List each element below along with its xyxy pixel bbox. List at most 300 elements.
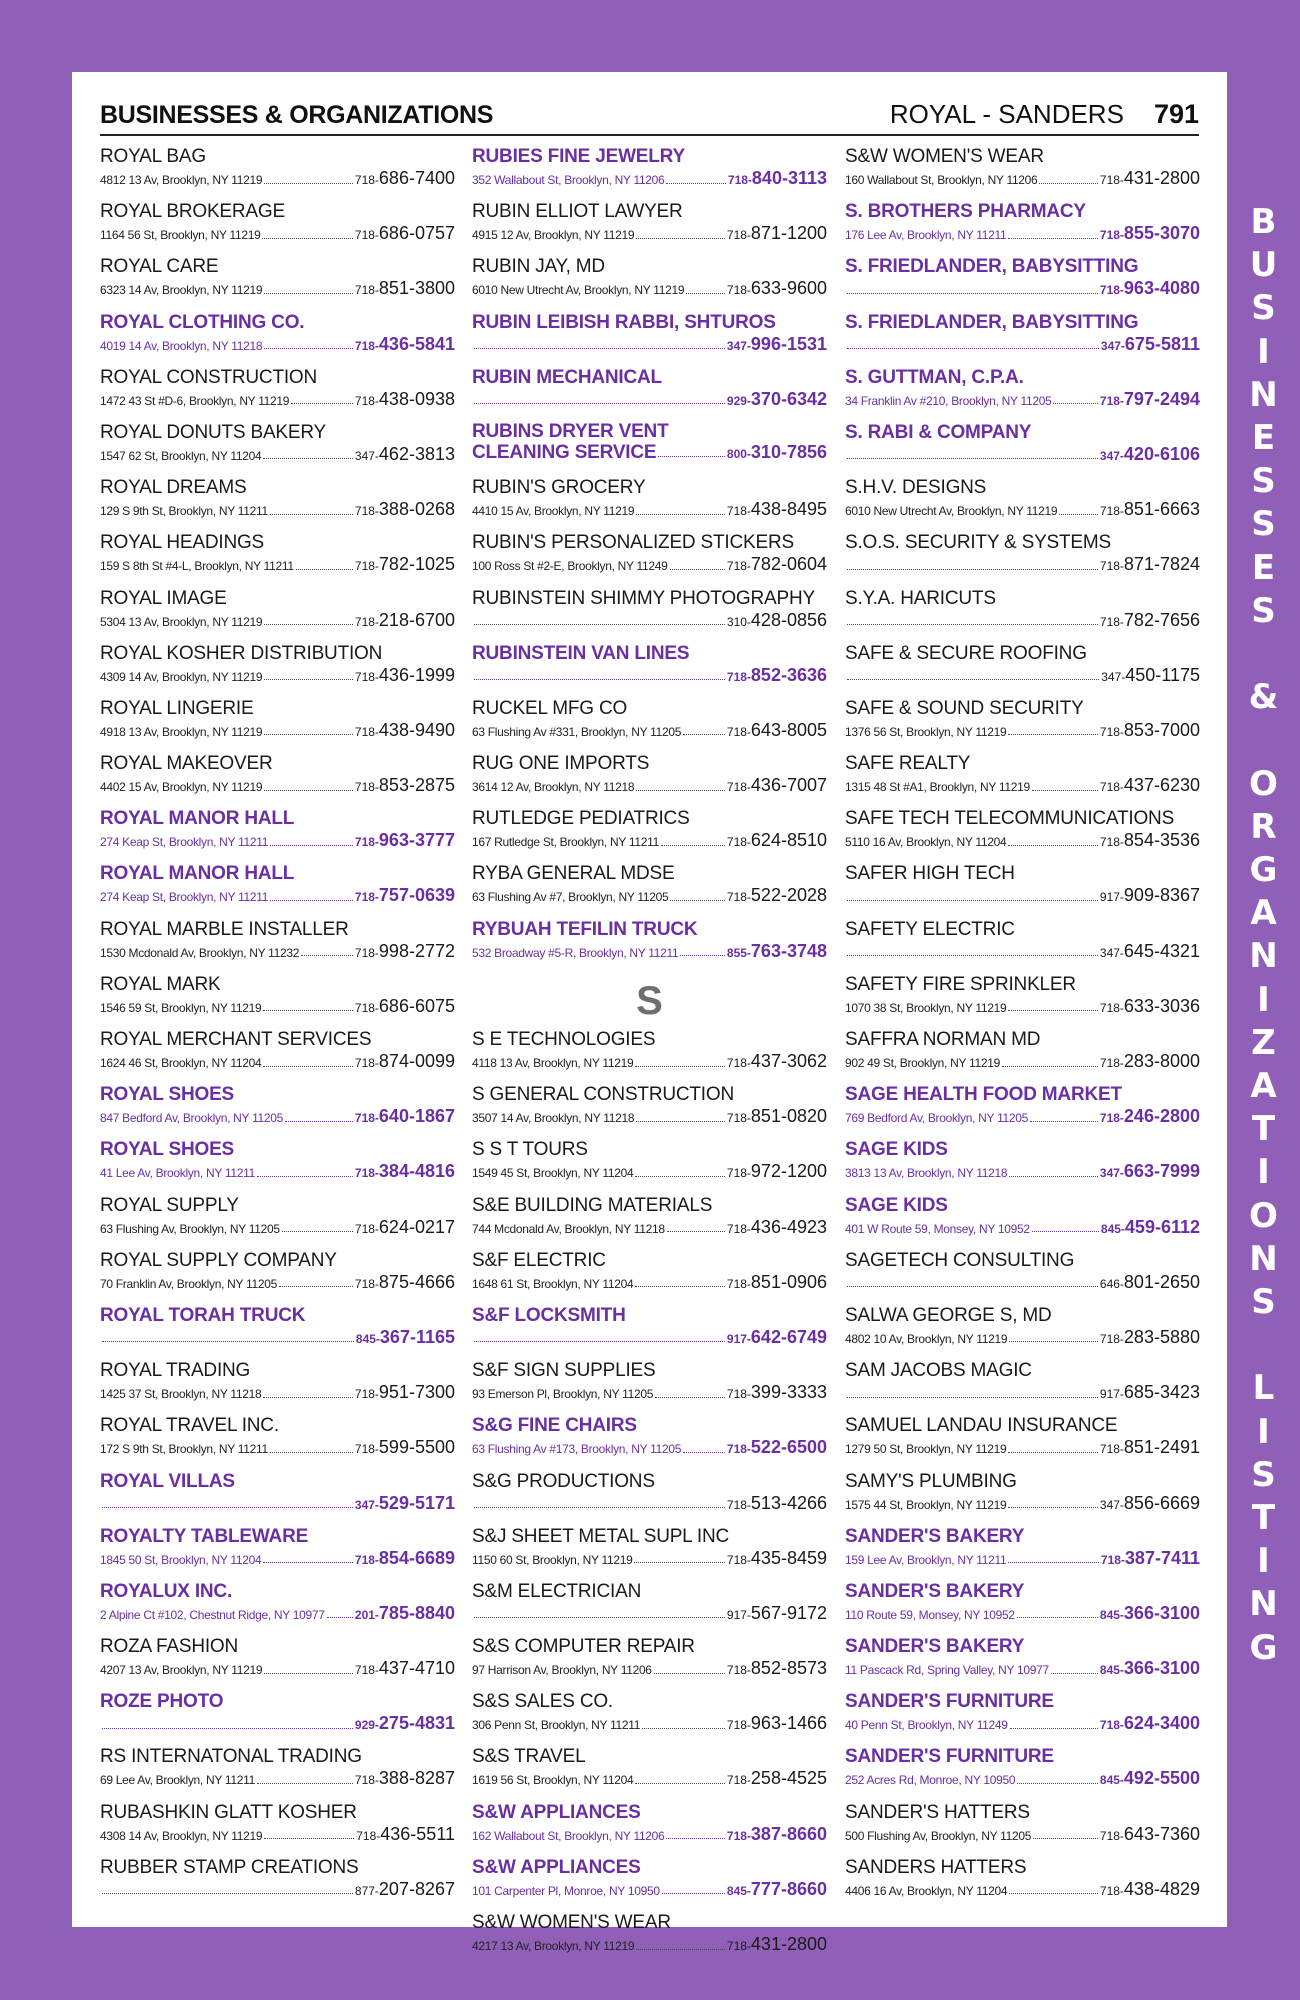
phone-number: 438-9490 [378,719,455,740]
dot-leader [634,1562,724,1563]
listing-phone [355,610,455,632]
listing-detail-line [100,1493,455,1515]
sidebar-letter: N [1249,1238,1278,1279]
dot-leader [102,1728,353,1729]
dot-leader [263,1010,353,1011]
area-code: 718- [354,1442,379,1457]
listing-detail-line [100,223,455,245]
listing-phone [727,1879,827,1901]
area-code: 718- [726,1442,751,1457]
listing-phone [1100,1437,1200,1459]
listing-entry [100,256,455,311]
area-code: 718- [354,1056,379,1070]
listing-detail-line [472,1493,827,1515]
phone-number: 459-6112 [1124,1216,1200,1237]
listing-entry [100,201,455,256]
dot-leader [263,1397,353,1398]
phone-number: 785-8840 [378,1602,455,1623]
alpha-range: ROYAL - SANDERS [889,99,1124,129]
sidebar-letter: N [1249,374,1278,415]
sidebar-letter [1227,1325,1300,1365]
listing-entry [845,201,1200,256]
area-code: 718- [354,1166,379,1181]
sidebar-letter: S [1251,1454,1276,1495]
dot-leader [270,514,353,515]
phone-number: 529-5171 [378,1492,455,1513]
listing-entry [472,1195,827,1250]
dot-leader [270,900,353,901]
listing-detail-line [845,1382,1200,1404]
listing-detail-line [472,665,827,687]
listing-name: ROYAL LINGERIE [100,697,254,719]
listing-phone [727,278,827,300]
area-code: 718- [1099,228,1124,243]
listing-detail-line [845,941,1200,963]
letter-divider: S [636,978,663,1023]
phone-number: 218-6700 [378,609,455,630]
phone-number: 437-6230 [1123,775,1200,796]
header-right [890,99,1199,130]
listing-name: RUCKEL MFG CO [472,697,628,719]
area-code: 718- [726,283,751,298]
listing-name: S&S COMPUTER REPAIR [472,1636,695,1658]
listing-entry [100,367,455,422]
listing-name: RUBINSTEIN VAN LINES [472,642,690,664]
listing-entry [472,312,827,367]
listing-name: SAM JACOBS MAGIC [845,1360,1032,1382]
listing-name: SAGETECH CONSULTING [845,1249,1075,1271]
listing-address: 5110 16 Av, Brooklyn, NY 11204 [845,835,1007,850]
listing-name: RUBINSTEIN SHIMMY PHOTOGRAPHY [472,587,815,609]
listing-detail-line [100,499,455,521]
phone-number: 675-5811 [1124,333,1200,354]
area-code: 845- [1099,1663,1124,1678]
dot-leader [102,1507,353,1508]
listing-entry [100,1581,455,1636]
listing-phone [727,1051,827,1073]
listing-address: 3813 13 Av, Brooklyn, NY 11218 [845,1166,1008,1181]
phone-number: 963-1466 [750,1713,827,1734]
listing-detail-line [845,1713,1200,1735]
area-code: 917- [1099,1387,1124,1402]
listing-address: 69 Lee Av, Brooklyn, NY 11211 [100,1773,255,1788]
sidebar-letter: S [1251,461,1276,502]
phone-number: 963-4080 [1123,278,1200,299]
phone-number: 522-6500 [750,1437,827,1458]
listing-address: 306 Penn St, Brooklyn, NY 11211 [472,1718,641,1733]
listing-column-3 [845,146,1200,1912]
listing-address: 5304 13 Av, Brooklyn, NY 11219 [100,614,263,629]
dot-leader [666,183,725,184]
listing-name: S&J SHEET METAL SUPL INC [472,1525,730,1547]
listing-name: RUBBER STAMP CREATIONS [100,1856,359,1878]
area-code: 718- [726,890,751,905]
area-code: 718- [727,173,752,187]
sidebar-letter: I [1257,1411,1270,1452]
phone-number: 435-8459 [750,1547,827,1568]
phone-number: 436-1999 [378,664,455,685]
area-code: 718- [1099,614,1124,629]
dot-leader [1002,1066,1098,1067]
listing-entry [100,1029,455,1084]
sidebar-letter: S [1251,504,1276,545]
listing-entry [472,1802,827,1857]
dot-leader [1051,1673,1098,1674]
sidebar-letter: A [1250,893,1277,934]
listing-name: S&W WOMEN'S WEAR [845,146,1044,167]
area-code: 917- [1099,890,1124,905]
listing-entry [100,1139,455,1194]
dot-leader [102,1341,354,1342]
listing-phone [727,499,827,521]
phone-number: 388-8287 [378,1768,455,1789]
phone-number: 852-3636 [750,664,827,685]
phone-number: 851-0820 [750,1106,827,1127]
dot-leader [1009,1176,1098,1177]
listing-entry [845,698,1200,753]
listing-detail-line [845,1217,1200,1239]
listing-phone [727,334,827,356]
phone-number: 663-7999 [1123,1161,1200,1182]
sidebar-letter [1227,634,1300,674]
listing-entry [472,1084,827,1139]
dot-leader [636,1121,725,1122]
listing-address: 1648 61 St, Brooklyn, NY 11204 [472,1276,634,1291]
area-code: 718- [726,1221,751,1236]
phone-number: 370-6342 [750,388,827,409]
listing-phone [727,1106,827,1128]
area-code: 718- [354,835,379,850]
dot-leader [635,1783,725,1784]
listing-entry [472,919,827,974]
listing-name: ROYAL SHOES [100,1139,235,1161]
phone-number: 420-6106 [1123,443,1200,464]
listing-detail-line [845,885,1200,907]
listing-name: ROYAL VILLAS [100,1470,235,1492]
dot-leader [662,1893,725,1894]
sidebar-letter: U [1249,245,1278,286]
listing-name: S&W WOMEN'S WEAR [472,1912,671,1933]
sidebar-letter: O [1249,1195,1278,1236]
listing-name: RYBUAH TEFILIN TRUCK [472,918,698,940]
listing-detail-line [472,334,827,356]
listing-entry [472,532,827,587]
listing-phone [355,444,455,466]
listing-detail-line [845,775,1200,797]
listing-address: 274 Keap St, Brooklyn, NY 11211 [100,890,269,905]
dot-leader [1053,403,1097,404]
listing-address: 1530 Mcdonald Av, Brooklyn, NY 11232 [100,945,300,960]
area-code: 718- [354,1000,379,1015]
listing-phone [1100,941,1200,963]
listing-entry [100,1415,455,1470]
listing-detail-line [845,1603,1200,1625]
phone-number: 462-3813 [378,443,455,464]
listing-name: SANDER'S FURNITURE [845,1746,1054,1768]
dot-leader [847,1397,1098,1398]
sidebar-letter [1227,720,1300,760]
area-code: 718- [726,228,751,243]
dot-leader [667,1231,725,1232]
dot-leader [847,900,1098,901]
listing-name: SAFE & SECURE ROOFING [845,642,1087,664]
listing-address: 34 Franklin Av #210, Brooklyn, NY 11205 [845,393,1052,408]
area-code: 718- [354,504,379,519]
listing-detail-line [845,665,1200,687]
listing-name: S. FRIEDLANDER, BABYSITTING [845,311,1139,333]
dot-leader [264,624,353,625]
listing-name: ROYAL HEADINGS [100,532,265,554]
listing-phone [727,1603,827,1625]
listing-detail-line [472,1051,827,1073]
listing-detail-line [472,720,827,742]
dot-leader [683,734,725,735]
phone-number: 310-7856 [750,441,827,462]
listing-address: 3614 12 Av, Brooklyn, NY 11218 [472,780,635,795]
sidebar-letter: G [1249,850,1278,890]
area-code: 718- [1099,780,1124,795]
listing-detail-line [845,1548,1200,1570]
listing-detail-line [100,830,455,852]
area-code: 347- [354,1497,379,1512]
listing-detail-line [472,168,827,190]
listing-name: ROYAL MARK [100,973,221,995]
listing-phone [1101,334,1200,356]
area-code: 718- [726,559,751,574]
listing-detail-line [100,941,455,963]
listing-entry [472,863,827,918]
listing-entry [100,312,455,367]
area-code: 718- [354,228,379,243]
listing-entry [472,367,827,422]
listing-name: S. GUTTMAN, C.P.A. [845,366,1024,388]
listing-phone [727,1934,827,1956]
listing-entry [472,477,827,532]
dot-leader [257,1176,353,1177]
phone-number: 854-3536 [1123,830,1200,851]
listing-address: 40 Penn St, Brooklyn, NY 11249 [845,1718,1008,1733]
listing-address: 167 Rutledge St, Brooklyn, NY 11211 [472,835,659,850]
listing-entry [472,146,827,201]
listing-address: 4410 15 Av, Brooklyn, NY 11219 [472,504,635,519]
listing-detail-line [845,168,1200,190]
listing-name: ROYAL TORAH TRUCK [100,1304,306,1326]
listing-phone [355,1768,455,1790]
listing-entry [845,588,1200,643]
dot-leader [658,456,725,457]
listing-address: 1279 50 St, Brooklyn, NY 11219 [845,1442,1007,1457]
dot-leader [654,1673,725,1674]
phone-number: 854-6689 [378,1547,455,1568]
phone-number: 840-3113 [751,168,827,188]
area-code: 718- [726,669,751,684]
listing-detail-line [845,223,1200,245]
area-code: 718- [726,1276,751,1291]
area-code: 718- [354,1552,379,1567]
listing-name: ROYAL SUPPLY [100,1194,239,1216]
area-code: 718- [1099,504,1124,519]
listing-name: S&S SALES CO. [472,1691,614,1713]
listing-name: S.H.V. DESIGNS [845,477,987,499]
area-code: 718- [726,1166,751,1181]
phone-number: 283-5880 [1123,1326,1200,1347]
area-code: 718- [726,780,751,795]
listing-phone [355,941,455,963]
listing-address: 101 Carpenter Pl, Monroe, NY 10950 [472,1883,660,1898]
listing-address: 4207 13 Av, Brooklyn, NY 11219 [100,1663,263,1678]
listing-detail-line [472,1217,827,1239]
dot-leader [264,1838,354,1839]
listing-detail-line [472,1161,827,1183]
sidebar-letter: S [1251,1282,1276,1322]
listing-entry [472,1746,827,1801]
phone-number: 633-3036 [1123,995,1200,1016]
listing-entry [845,753,1200,808]
listing-detail-line [100,1217,455,1239]
listing-address: 744 Mcdonald Av, Brooklyn, NY 11218 [472,1221,665,1236]
sidebar-letter: G [1249,1627,1278,1668]
phone-number: 436-5511 [380,1823,455,1844]
dot-leader [1008,1010,1098,1011]
listing-phone [355,720,455,742]
listing-address: 63 Flushing Av, Brooklyn, NY 11205 [100,1221,280,1236]
listing-address: 1425 37 St, Brooklyn, NY 11218 [100,1387,262,1402]
listing-phone [1100,444,1200,466]
listing-address: 63 Flushing Av #331, Brooklyn, NY 11205 [472,724,682,739]
dot-leader [264,1673,353,1674]
phone-number: 624-0217 [378,1216,455,1237]
phone-number: 853-2875 [378,775,455,796]
listing-address: 847 Bedford Av, Brooklyn, NY 11205 [100,1111,284,1126]
listing-entry [472,643,827,698]
listing-entry [845,1526,1200,1581]
dot-leader [270,845,353,846]
listing-name: SAMY'S PLUMBING [845,1470,1017,1492]
dot-leader [1009,1893,1098,1894]
listing-address: 4217 13 Av, Brooklyn, NY 11219 [472,1939,635,1953]
listing-name: ROYAL MARBLE INSTALLER [100,918,349,940]
area-code: 845- [1100,1221,1125,1236]
listing-entry [845,1471,1200,1526]
listing-address: 1376 56 St, Brooklyn, NY 11219 [845,724,1007,739]
listing-name: ROYAL BROKERAGE [100,201,285,223]
phone-number: 642-6749 [750,1326,827,1347]
dot-leader [264,734,353,735]
listing-name: S&S TRAVEL [472,1746,586,1768]
listing-address: 1472 43 St #D-6, Brooklyn, NY 11219 [100,393,290,408]
listing-detail-line [100,720,455,742]
listing-entry [100,643,455,698]
area-code: 718- [354,283,379,298]
listing-phone [355,1051,455,1073]
listing-entry [100,698,455,753]
listing-entry [472,1912,827,1967]
listing-address: 4915 12 Av, Brooklyn, NY 11219 [472,228,635,243]
listing-address: 1624 46 St, Brooklyn, NY 11204 [100,1056,262,1070]
area-code: 845- [726,1883,751,1898]
listing-name: S&E BUILDING MATERIALS [472,1194,713,1216]
listing-entry [100,1526,455,1581]
sidebar-vertical-label [1227,72,1300,1927]
listing-detail-line [845,1824,1200,1846]
listing-name: RUBIN ELLIOT LAWYER [472,201,683,223]
area-code: 845- [355,1331,380,1346]
listing-name: RUBIN LEIBISH RABBI, SHTUROS [472,311,776,333]
listing-entry [100,532,455,587]
listing-detail-line [472,554,827,576]
dot-leader [847,348,1099,349]
phone-number: 436-5841 [378,333,455,354]
phone-number: 492-5500 [1123,1768,1200,1789]
listing-name: RS INTERNATONAL TRADING [100,1746,362,1768]
listing-detail-line [472,1548,827,1570]
listing-phone [355,996,455,1018]
listing-entry [100,146,455,201]
listing-entry [100,422,455,477]
listing-detail-line [100,1106,455,1128]
listing-detail-line [472,278,827,300]
phone-number: 797-2494 [1123,388,1200,409]
listing-phone [1100,775,1200,797]
listing-address: 500 Flushing Av, Brooklyn, NY 11205 [845,1828,1032,1843]
listing-entry [100,588,455,643]
listing-detail-line [100,1437,455,1459]
listing-phone [727,1713,827,1735]
area-code: 718- [354,1773,379,1788]
listing-detail-line [845,1768,1200,1790]
listing-address: 532 Broadway #5-R, Brooklyn, NY 11211 [472,945,679,960]
listing-entry [845,1029,1200,1084]
listing-phone [727,1548,827,1570]
phone-number: 853-7000 [1123,719,1200,740]
phone-number: 782-7656 [1123,609,1200,630]
listing-column-1 [100,146,455,1912]
listing-entry [845,974,1200,1029]
phone-number: 275-4831 [378,1713,455,1734]
listing-name: SANDER'S BAKERY [845,1580,1025,1602]
area-code: 718- [354,559,379,574]
listing-phone [355,554,455,576]
listing-phone [727,442,827,464]
area-code: 917- [726,1607,751,1622]
dot-leader [264,293,353,294]
listing-detail-line [100,996,455,1018]
listing-detail-line [845,389,1200,411]
listing-entry [845,1415,1200,1470]
listing-name: SANDER'S BAKERY [845,1525,1025,1547]
area-code: 718- [726,1056,751,1070]
dot-leader [474,403,725,404]
sidebar-letter: N [1249,1584,1278,1625]
listing-detail-line [472,885,827,907]
listing-name: S&W APPLIANCES [472,1801,641,1823]
listing-phone [355,499,455,521]
page-header [100,90,1199,136]
listing-phone [1101,1548,1200,1570]
dot-leader [474,679,725,680]
listing-phone [1100,610,1200,632]
dot-leader [847,1286,1098,1287]
listing-phone [1100,996,1200,1018]
phone-number: 951-7300 [378,1382,455,1403]
sidebar-letter: I [1257,979,1270,1020]
listing-address: 160 Wallabout St, Brooklyn, NY 11206 [845,173,1038,187]
listing-entry [845,863,1200,918]
dot-leader [270,1452,353,1453]
listing-address: 352 Wallabout St, Brooklyn, NY 11206 [472,173,665,187]
dot-leader [670,900,725,901]
listing-phone [355,1658,455,1680]
